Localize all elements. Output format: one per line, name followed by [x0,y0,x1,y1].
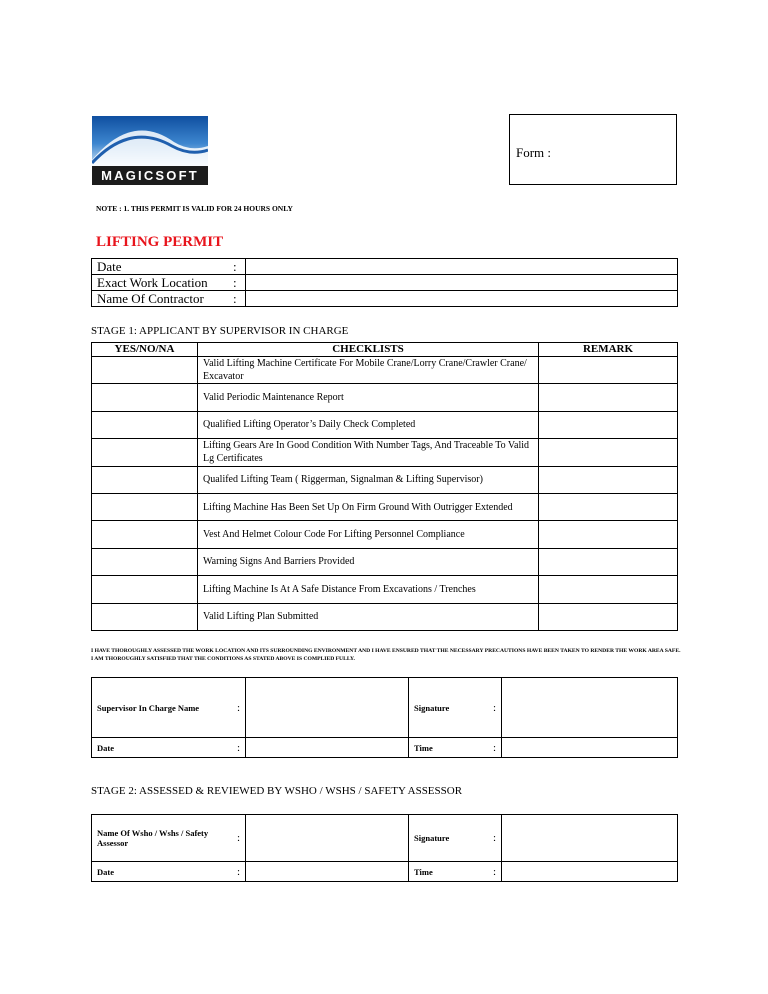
supervisor-signature-field[interactable] [502,678,678,738]
remark-cell[interactable] [539,411,678,438]
remark-cell[interactable] [539,493,678,520]
signature-label: Signature [409,678,494,738]
assessor-name-field[interactable] [246,815,409,862]
assessor-time-field[interactable] [502,862,678,882]
stage2-heading: STAGE 2: ASSESSED & REVIEWED BY WSHO / WSHS / SAFETY ASSESSOR [91,785,463,797]
separator: : [493,738,502,758]
checklist-item: Vest And Helmet Colour Code For Lifting Personnel Compliance [198,521,539,548]
date-label: Date [92,862,238,882]
yes-no-na-cell[interactable] [92,521,198,548]
table-row [92,384,678,411]
assessor-signoff-table [91,814,678,882]
table-row [92,357,678,384]
checklist-item: Valid Periodic Maintenance Report [198,384,539,411]
logo-wordmark: MAGICSOFT [101,168,199,183]
separator: : [237,678,246,738]
signature-label: Signature [409,815,494,862]
checklist-item: Lifting Machine Has Been Set Up On Firm Ground With Outrigger Extended [198,493,539,520]
info-row-date [92,259,678,275]
supervisor-time-field[interactable] [502,738,678,758]
yes-no-na-cell[interactable] [92,466,198,493]
col-header-checklists: CHECKLISTS [198,343,539,357]
col-header-remark: REMARK [539,343,678,357]
remark-cell[interactable] [539,357,678,384]
checklist-header-row [92,343,678,357]
table-row [92,548,678,575]
yes-no-na-cell[interactable] [92,576,198,603]
table-row [92,521,678,548]
col-header-yes-no-na: YES/NO/NA [92,343,198,357]
checklist-item: Qualifed Lifting Team ( Riggerman, Signalman & Lifting Supervisor) [198,466,539,493]
checklist-item: Warning Signs And Barriers Provided [198,548,539,575]
yes-no-na-cell[interactable] [92,439,198,466]
declaration-text: I HAVE THOROUGHLY ASSESSED THE WORK LOCATION AND ITS SURROUNDING ENVIRONMENT AND I HAVE ENSURED THAT THE NECESSARY PRECAUTIONS HAVE BEEN TAKEN TO RENDER THE WORK AREA SAFE. I AM THOROUGHLY SATISFIED THAT THE CONDITIONS AS STATED ABOVE IS COMPLIED FULLY. [91,648,681,662]
location-separator: : [233,275,246,291]
remark-cell[interactable] [539,548,678,575]
yes-no-na-cell[interactable] [92,357,198,384]
supervisor-date-row [92,738,678,758]
supervisor-date-field[interactable] [246,738,409,758]
yes-no-na-cell[interactable] [92,603,198,630]
checklist-item: Lifting Machine Is At A Safe Distance From Excavations / Trenches [198,576,539,603]
table-row [92,411,678,438]
remark-cell[interactable] [539,521,678,548]
separator: : [493,678,502,738]
separator: : [237,815,246,862]
date-field[interactable] [246,259,678,275]
table-row [92,439,678,466]
assessor-signature-field[interactable] [502,815,678,862]
separator: : [237,738,246,758]
supervisor-name-field[interactable] [246,678,409,738]
yes-no-na-cell[interactable] [92,384,198,411]
remark-cell[interactable] [539,466,678,493]
remark-cell[interactable] [539,439,678,466]
separator: : [493,862,502,882]
time-label: Time [409,738,494,758]
supervisor-row [92,678,678,738]
form-label: Form : [516,145,552,160]
info-row-contractor [92,291,678,307]
table-row [92,603,678,630]
assessor-date-field[interactable] [246,862,409,882]
table-row [92,493,678,520]
company-logo [92,116,208,185]
supervisor-name-label: Supervisor In Charge Name [92,678,238,738]
info-row-location [92,275,678,291]
contractor-field[interactable] [246,291,678,307]
permit-info-table [91,258,678,307]
table-row [92,466,678,493]
contractor-label: Name Of Contractor [92,291,234,307]
date-label: Date [92,259,234,275]
date-separator: : [233,259,246,275]
supervisor-signoff-table [91,677,678,758]
checklist-item: Valid Lifting Machine Certificate For Mobile Crane/Lorry Crane/Crawler Crane/ Excavator [198,357,539,384]
yes-no-na-cell[interactable] [92,411,198,438]
yes-no-na-cell[interactable] [92,493,198,520]
validity-note: NOTE : 1. THIS PERMIT IS VALID FOR 24 HOURS ONLY [96,204,293,213]
form-number-box [509,114,677,185]
separator: : [493,815,502,862]
checklist-table [91,342,678,631]
assessor-date-row [92,862,678,882]
assessor-row [92,815,678,862]
remark-cell[interactable] [539,576,678,603]
stage1-heading: STAGE 1: APPLICANT BY SUPERVISOR IN CHARGE [91,325,349,337]
checklist-item: Valid Lifting Plan Submitted [198,603,539,630]
table-row [92,576,678,603]
location-field[interactable] [246,275,678,291]
location-label: Exact Work Location [92,275,234,291]
date-label: Date [92,738,238,758]
page-title: LIFTING PERMIT [96,234,224,250]
contractor-separator: : [233,291,246,307]
checklist-item: Qualified Lifting Operator’s Daily Check Completed [198,411,539,438]
remark-cell[interactable] [539,603,678,630]
separator: : [237,862,246,882]
assessor-name-label: Name Of Wsho / Wshs / Safety Assessor [92,815,238,862]
checklist-item: Lifting Gears Are In Good Condition With Number Tags, And Traceable To Valid Lg Certificates [198,439,539,466]
time-label: Time [409,862,494,882]
yes-no-na-cell[interactable] [92,548,198,575]
remark-cell[interactable] [539,384,678,411]
